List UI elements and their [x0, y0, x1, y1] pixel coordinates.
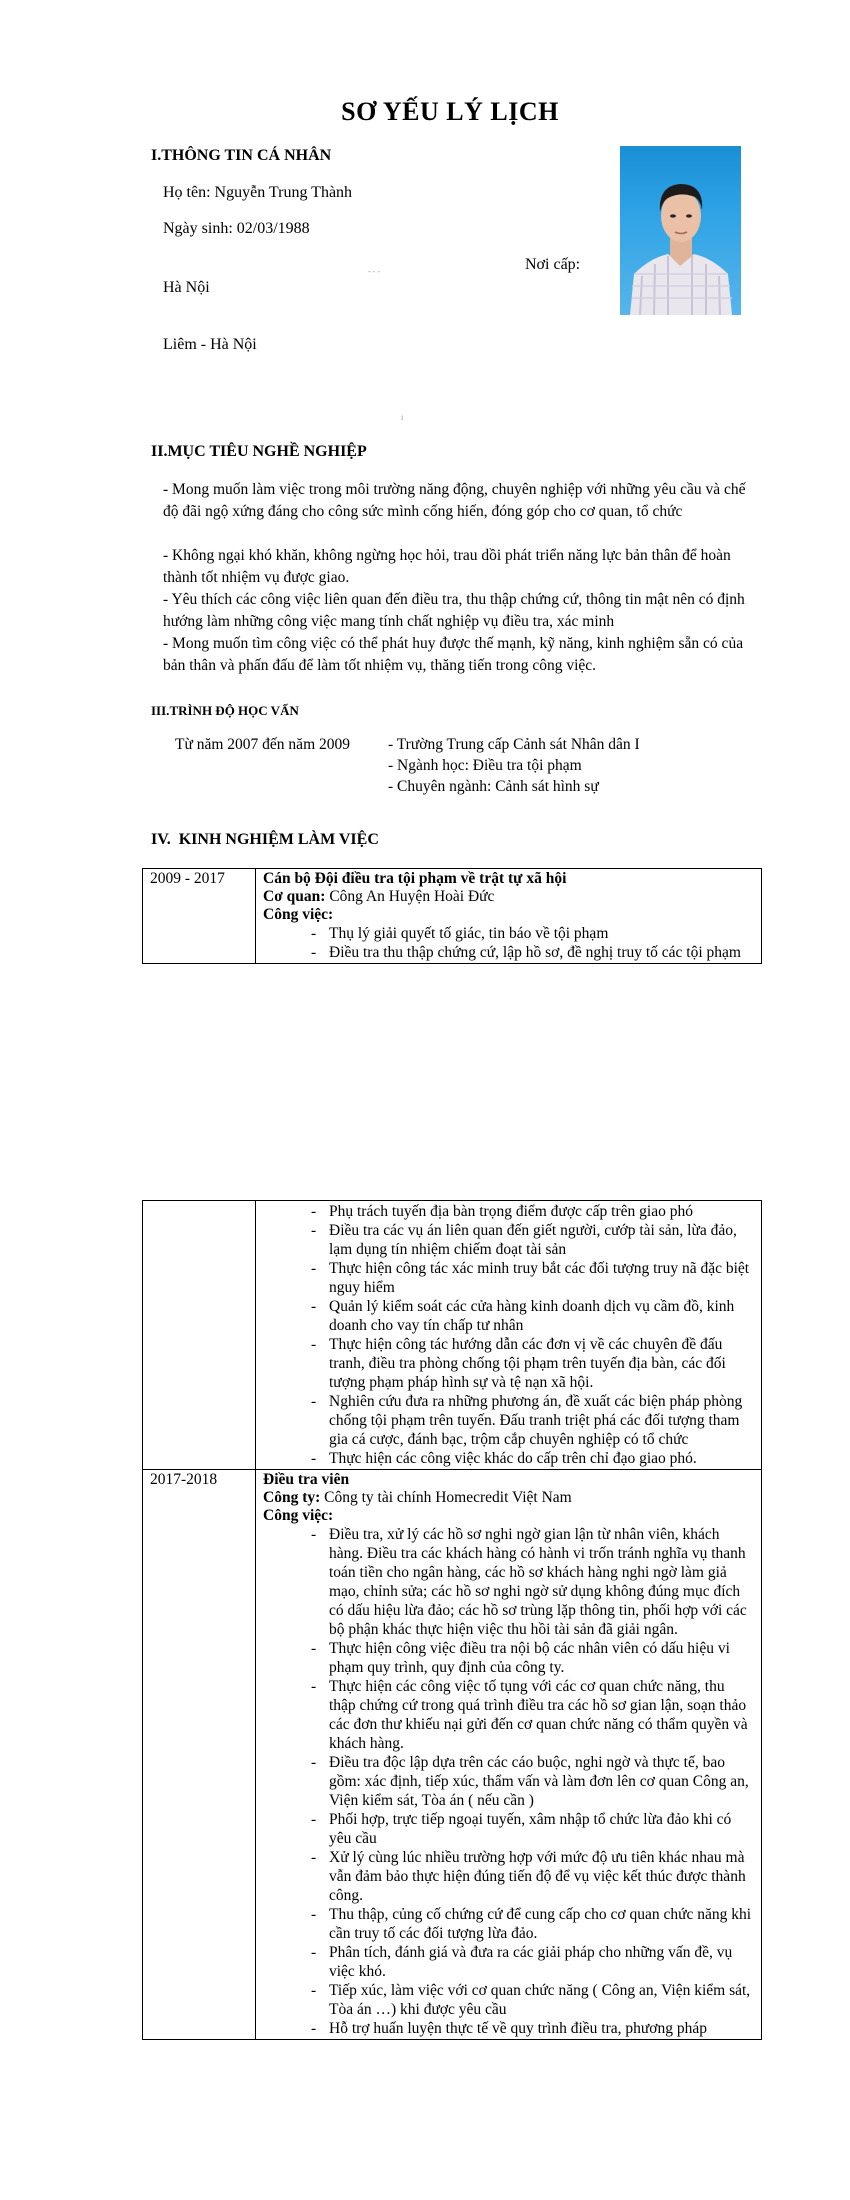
full-name: Họ tên: Nguyễn Trung Thành	[163, 184, 353, 201]
section-number: IV.	[151, 831, 171, 848]
section-title: THÔNG TIN CÁ NHÂN	[161, 147, 332, 164]
list-item: - Thực hiện các công việc tố tụng với các cơ quan chức năng, thu thập chứng cứ trong quá trình điều tra các hồ sơ gian lận, soạn thảo các đơn thư khiếu nại gửi đến cơ quan chức năng có thẩm quyền và khách hàng.	[329, 1677, 754, 1753]
list-item: - Quản lý kiểm soát các cửa hàng kinh doanh dịch vụ cầm đồ, kinh doanh cho vay tín chấp tư nhân	[329, 1297, 754, 1335]
section-personal-info-heading	[151, 147, 331, 165]
list-item: - Hỗ trợ huấn luyện thực tế về quy trình điều tra, phương pháp	[329, 2019, 754, 2038]
section-number: III.	[151, 703, 170, 718]
list-item: - Thực hiện công tác hướng dẫn các đơn vị về các chuyên đề đấu tranh, điều tra phòng chống tội phạm trên tuyến địa bàn, các đối tượng phạm pháp hình sự và tệ nạn xã hội.	[329, 1335, 754, 1392]
address: Liêm - Hà Nội	[163, 336, 257, 353]
section-work-experience-heading	[151, 831, 379, 849]
list-item: - Điều tra thu thập chứng cứ, lập hồ sơ, đề nghị truy tố các tội phạm	[329, 943, 754, 962]
list-item: - Phân tích, đánh giá và đưa ra các giải pháp cho những vấn đề, vụ việc khó.	[329, 1943, 754, 1981]
task-list	[263, 1525, 754, 2038]
career-goal-paragraph: - Không ngại khó khăn, không ngừng học hỏi, trau dồi phát triển năng lực bản thân để hoàn thành tốt nhiệm vụ được giao.	[163, 547, 731, 586]
org-label: Công ty:	[263, 1489, 321, 1506]
date-of-birth: Ngày sinh: 02/03/1988	[163, 220, 310, 237]
list-item: - Điều tra các vụ án liên quan đến giết người, cướp tài sản, lừa đảo, lạm dụng tín nhiệm chiếm đoạt tài sản	[329, 1221, 754, 1259]
list-item: - Xử lý cùng lúc nhiều trường hợp với mức độ ưu tiên khác nhau mà vẫn đảm bảo thực hiện đúng tiến độ để vụ việc kết thúc được thành công.	[329, 1848, 754, 1905]
list-item: - Thụ lý giải quyết tố giác, tin báo về tội phạm	[329, 924, 754, 943]
job-period: 2017-2018	[143, 1470, 256, 2040]
section-title: MỤC TIÊU NGHỀ NGHIỆP	[167, 443, 367, 460]
work-label: Công việc:	[263, 1507, 334, 1524]
task-list	[263, 1202, 754, 1468]
issue-place-label: Nơi cấp:	[525, 256, 581, 273]
work-label: Công việc:	[263, 906, 334, 923]
section-number: II.	[151, 443, 168, 460]
profile-photo	[620, 146, 741, 315]
education-item: - Trường Trung cấp Cảnh sát Nhân dân I	[388, 736, 640, 753]
career-goal-paragraph: - Mong muốn tìm công việc có thể phát huy được thế mạnh, kỹ năng, kinh nghiệm sẵn có của bản thân và phấn đấu để làm tốt nhiệm vụ, thăng tiến trong công việc.	[163, 635, 744, 674]
career-goal-paragraph: - Mong muốn làm việc trong môi trường năng động, chuyên nghiệp với những yêu cầu và chế độ đãi ngộ xứng đáng cho công sức mình cống hiến, đóng góp cho cơ quan, tổ chức	[163, 481, 746, 520]
job-period: 2009 - 2017	[143, 869, 256, 964]
org-label: Cơ quan:	[263, 888, 326, 905]
faint-marks: - - -	[368, 267, 380, 276]
list-item: - Phối hợp, trực tiếp ngoại tuyến, xâm nhập tổ chức lừa đảo khi có yêu cầu	[329, 1810, 754, 1848]
list-item: - Điều tra độc lập dựa trên các cáo buộc, nghi ngờ và thực tế, bao gồm: xác định, tiếp xúc, thẩm vấn và làm đơn lên cơ quan Công an, Viện kiểm sát, Tòa án ( nếu cần )	[329, 1753, 754, 1810]
job-details	[256, 869, 762, 964]
place: Hà Nội	[163, 279, 210, 296]
education-item: - Ngành học: Điều tra tội phạm	[388, 757, 582, 774]
job-organization	[263, 1489, 754, 1507]
list-item: - Phụ trách tuyến địa bàn trọng điểm được cấp trên giao phó	[329, 1202, 754, 1221]
table-row	[143, 869, 762, 964]
career-goal-paragraph: - Yêu thích các công việc liên quan đến điều tra, thu thập chứng cứ, thông tin mật nên có định hướng làm những công việc mang tính chất nghiệp vụ điều tra, xác minh	[163, 591, 745, 630]
task-list	[263, 924, 754, 962]
org-name: Công ty tài chính Homecredit Việt Nam	[320, 1489, 572, 1506]
list-item: - Thu thập, củng cố chứng cứ để cung cấp cho cơ quan chức năng khi cần truy tố các đối tượng lừa đảo.	[329, 1905, 754, 1943]
list-item: - Thực hiện các công việc khác do cấp trên chỉ đạo giao phó.	[329, 1449, 754, 1468]
education-item: - Chuyên ngành: Cảnh sát hình sự	[388, 778, 599, 795]
job-role: Điều tra viên	[263, 1471, 350, 1488]
list-item: - Nghiên cứu đưa ra những phương án, đề xuất các biện pháp phòng chống tội phạm trên tuyến. Đấu tranh triệt phá các đối tượng tham gia cá cược, đánh bạc, trộm cắp chuyên nghiệp có tổ chức	[329, 1392, 754, 1449]
job-period-empty	[143, 1201, 256, 1470]
job-organization	[263, 888, 754, 906]
job-details	[256, 1201, 762, 1470]
table-row	[143, 1201, 762, 1470]
portrait-image	[620, 146, 741, 315]
job-role: Cán bộ Đội điều tra tội phạm về trật tự xã hội	[263, 870, 567, 887]
list-item: - Điều tra, xử lý các hồ sơ nghi ngờ gian lận từ nhân viên, khách hàng. Điều tra các khách hàng có hành vi trốn tránh nghĩa vụ thanh toán tiền cho ngân hàng, các hồ sơ khách hàng nghi ngờ làm giả mạo, chỉnh sửa; các hồ sơ nghi ngờ sử dụng không đúng mục đích có dấu hiệu lừa đảo; các hồ sơ trùng lặp thông tin, phối hợp với các bộ phận khác thực hiện việc thu hồi tài sản đã giải ngân.	[329, 1525, 754, 1639]
list-item: - Thực hiện công tác xác minh truy bắt các đối tượng truy nã đặc biệt nguy hiểm	[329, 1259, 754, 1297]
work-experience-table	[142, 868, 762, 964]
list-item: - Thực hiện công việc điều tra nội bộ các nhân viên có dấu hiệu vi phạm quy trình, quy định của công ty.	[329, 1639, 754, 1677]
education-period: Từ năm 2007 đến năm 2009	[175, 736, 350, 753]
page-title: SƠ YẾU LÝ LỊCH	[341, 97, 559, 126]
faint-mark: i	[401, 413, 404, 422]
section-title: TRÌNH ĐỘ HỌC VẤN	[169, 703, 299, 718]
section-number: I.	[151, 147, 162, 164]
job-details	[256, 1470, 762, 2040]
section-title: KINH NGHIỆM LÀM VIỆC	[178, 831, 379, 848]
org-name: Công An Huyện Hoài Đức	[325, 888, 495, 905]
section-education-heading	[151, 703, 299, 719]
table-row	[143, 1470, 762, 2040]
work-experience-table-continued	[142, 1200, 762, 2040]
section-career-goals-heading	[151, 443, 367, 461]
list-item: - Tiếp xúc, làm việc với cơ quan chức năng ( Công an, Viện kiểm sát, Tòa án …) khi được yêu cầu	[329, 1981, 754, 2019]
